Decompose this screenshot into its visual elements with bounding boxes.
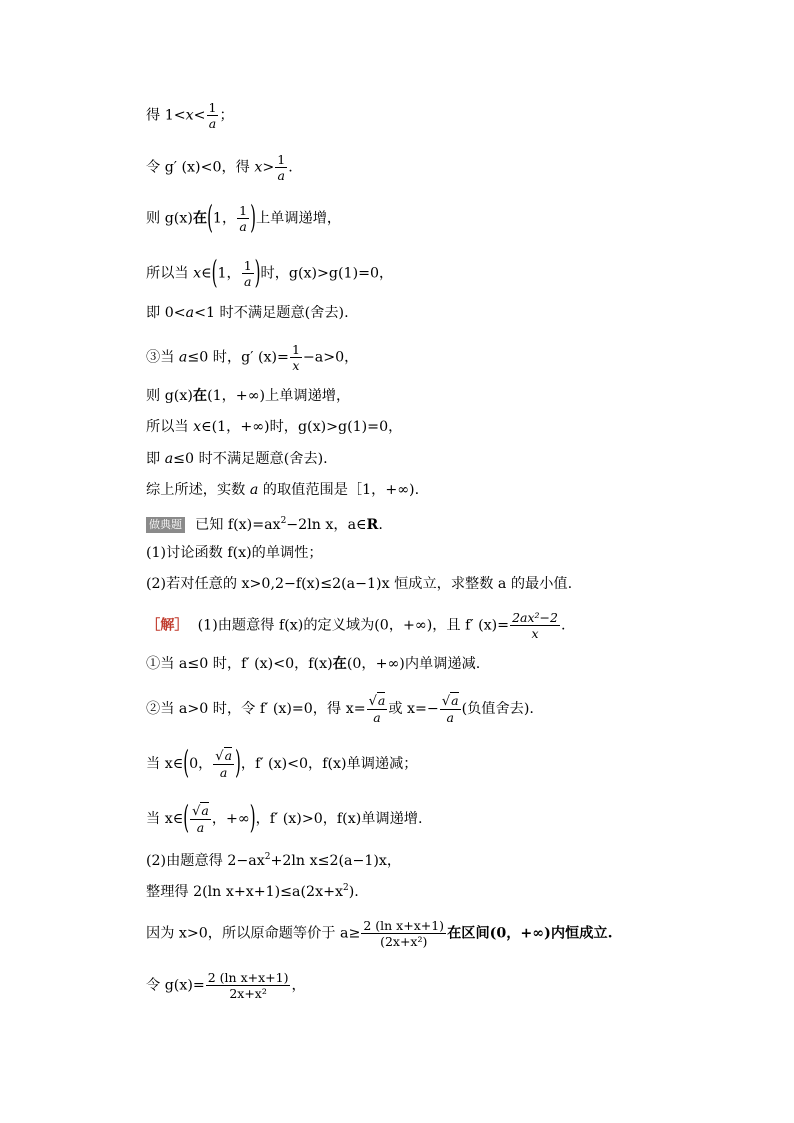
text: 上单调递增， [255,210,342,227]
radicand: a [201,803,209,818]
text: 所以当 [146,265,194,282]
radicand: a [451,693,459,708]
numerator [213,748,234,765]
text: ，f′ (x)<0，f(x)单调递减； [240,756,418,772]
text: (1)由题意得 f(x)的定义域为(0，+∞)，且 f′ (x)= [197,617,510,634]
text: > [262,159,275,176]
text: 则 g(x) [146,210,193,227]
text: 令 g(x)= [146,977,205,994]
text: ). [348,884,359,900]
line-2 [146,152,293,183]
real-set-symbol: R [366,517,379,533]
text: ，+∞ [211,811,250,827]
radicand: a [224,748,233,763]
text: (负值舍去). [461,701,534,717]
text: −2ln x，a∈ [286,517,367,533]
fraction [440,693,461,725]
line-12 [146,543,323,563]
text: ∈ [201,265,212,282]
line-18 [146,798,423,837]
fraction [367,693,388,725]
text: 则 g(x) [146,388,193,404]
text: 或 x=− [388,701,439,717]
text: <1 时不满足题意(舍去). [194,305,349,321]
sqrt-icon: √ [441,694,451,709]
denominator: a [208,116,217,131]
text: (2)由题意得 2−ax [146,853,265,869]
numerator [190,803,211,820]
line-9 [146,449,328,469]
bracket-open: ［ [146,617,161,634]
numerator: 2 (ln x+x+1) [363,918,445,933]
text: 0， [189,756,213,772]
line-21 [146,918,613,949]
fraction [206,970,291,1001]
line-13 [146,574,572,594]
numerator: 1 [239,203,248,218]
solution-text: 解 [160,617,175,634]
text: (2)若对任意的 x>0,2−f(x)≤2(a−1)x 恒成立，求整数 a 的最小值. [146,576,573,592]
radicand: a [377,693,386,708]
text: 即 0< [146,305,186,321]
text: ①当 a≤0 时，f′ (x)<0，f(x) [146,656,333,672]
line-15 [146,654,480,674]
text: . [378,517,383,533]
superscript: 2 [280,516,287,526]
text: 因为 x>0，所以原命题等价于 a≥ [146,925,361,942]
paren-open: ( [211,253,218,291]
denominator: a [219,765,228,780]
var-a: a [249,482,259,498]
numerator: 1 [208,100,217,115]
line-20 [146,878,359,902]
text: 即 [146,451,165,467]
numerator: 1 [243,258,252,273]
text: 整理得 2(ln x+x+1)≤a(2x+x [146,884,343,900]
text: 1， [217,265,241,282]
paren-close: ) [250,198,256,236]
text: . [288,159,293,176]
line-8 [146,417,402,437]
text: . [560,617,566,634]
text: 在 [332,656,347,672]
text: ≤0 时，g′ (x)= [187,349,289,366]
text: 令 g′ (x)<0，得 [146,159,255,176]
text: ∈(1，+∞)时，g(x)>g(1)=0， [201,419,403,435]
denominator: x [292,358,300,373]
fraction [207,100,219,131]
fraction [361,918,446,949]
paren-open: ( [183,798,190,837]
superscript: 2 [342,883,349,893]
var-x: x [185,107,194,124]
paren-close: ) [249,798,256,837]
line-1 [146,100,234,131]
denominator: x [531,626,539,641]
numerator: 2ax²−2 [512,610,558,625]
line-14 [146,610,566,641]
line-19 [146,847,401,871]
var-a: a [178,349,188,366]
line-17 [146,743,418,782]
denominator: a [373,710,381,725]
denominator: a [243,274,252,289]
text: < [193,107,206,124]
line-3 [146,198,342,236]
line-7 [146,386,350,406]
text: 在 [192,210,208,227]
text: (0，+∞)内单调递减. [346,656,481,672]
solution-label [146,618,189,634]
var-x: x [193,419,202,435]
var-x: x [254,159,263,176]
text: 在 [192,388,208,404]
numerator [367,693,388,710]
text: 所以当 [146,419,194,435]
paren-open: ( [183,743,190,782]
text: ②当 a>0 时，令 f′ (x)=0，得 x= [146,701,366,717]
numerator [440,693,461,710]
denominator: 2x+x² [229,986,267,1001]
text: (1，+∞)上单调递增， [207,388,351,404]
sqrt-icon: √ [215,749,224,764]
sqrt-icon: √ [368,694,377,709]
text: ； [219,107,234,124]
line-5 [146,303,349,323]
fraction [190,803,211,835]
text: −a>0， [302,349,359,366]
denominator: a [446,710,454,725]
denominator: a [239,219,247,234]
numerator: 2 (ln x+x+1) [207,970,289,985]
text: ， [291,977,306,994]
fraction [290,342,302,373]
text: 1， [212,210,237,227]
bracket-close: ］ [174,617,189,634]
text: 得 1< [146,107,186,124]
text: 已知 f(x)=ax [195,517,281,533]
text: 时， [260,265,289,282]
text: +2ln x≤2(a−1)x， [270,853,402,869]
text: 综上所述，实数 [146,482,250,498]
fraction [213,748,234,780]
denominator: a [277,168,285,183]
var-x: x [193,265,202,282]
line-16 [146,693,534,725]
line-22 [146,970,306,1001]
fraction [237,203,249,234]
line-11 [146,511,383,535]
line-4 [146,253,394,291]
denominator: a [196,820,205,835]
text: (1)讨论函数 f(x)的单调性； [146,545,323,561]
sqrt-icon: √ [192,804,201,819]
superscript: 2 [264,852,271,862]
var-a: a [164,451,174,467]
numerator: 1 [277,152,286,167]
example-tag: 做典题 [146,517,185,533]
text: 的取值范围是［1，+∞). [258,482,420,498]
paren-open: ( [207,198,213,236]
paren-close: ) [235,743,241,782]
text: ，f′ (x)>0，f(x)单调递增. [255,811,423,827]
text: 当 x∈ [146,756,184,772]
text: 当 x∈ [146,811,184,827]
text: 在区间(0，+∞)内恒成立. [447,925,613,942]
fraction [510,610,560,641]
paren-close: ) [254,253,261,291]
line-10 [146,480,419,500]
fraction [275,152,287,183]
var-a: a [185,305,195,321]
text: ≤0 时不满足题意(舍去). [173,451,328,467]
denominator: (2x+x²) [380,934,428,949]
text: ③当 [146,349,179,366]
text: g(x)>g(1)=0， [288,265,394,282]
numerator: 1 [291,342,300,357]
line-6 [146,342,358,373]
fraction [242,258,254,289]
